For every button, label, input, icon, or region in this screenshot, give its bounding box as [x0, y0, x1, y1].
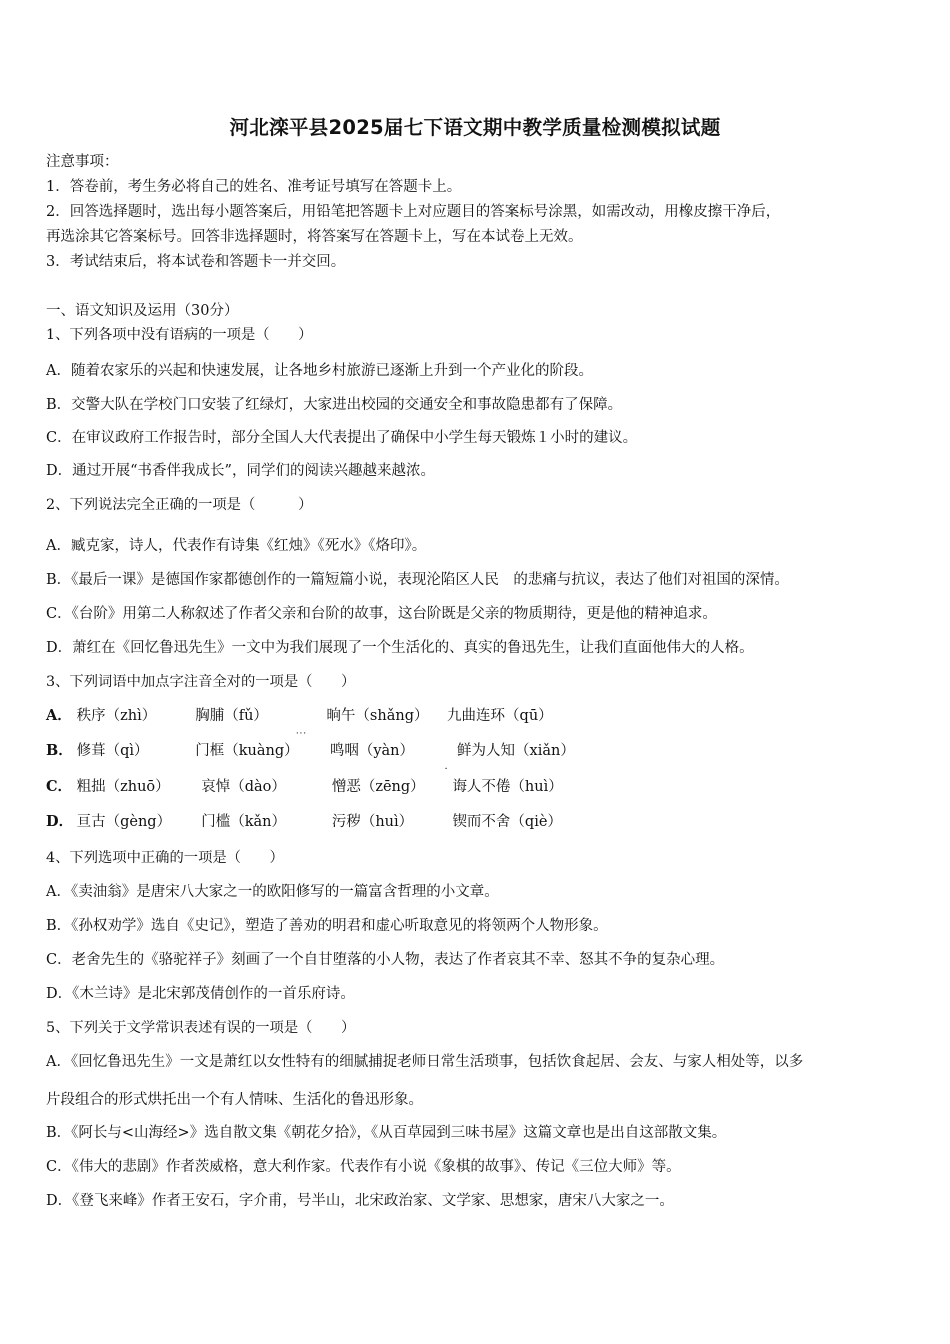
row-label: A． — [46, 707, 72, 724]
question-option: A．臧克家，诗人，代表作有诗集《红烛》《死水》《烙印》。 — [46, 538, 427, 554]
pinyin-word: 锲而不舍（qiè） — [452, 814, 562, 830]
question-stem: 1、下列各项中没有语病的一项是（ ） — [46, 327, 313, 343]
pinyin-word: 鲜为人知（xiǎn） — [457, 743, 575, 759]
question-option: B．交警大队在学校门口安装了红绿灯，大家进出校园的交通安全和事故隐患都有了保障。 — [46, 397, 623, 413]
notice-item: 再选涂其它答案标号。回答非选择题时，将答案写在答题卡上，写在本试卷上无效。 — [46, 229, 583, 245]
pinyin-word: 诲人不倦（huì） — [452, 779, 563, 795]
pinyin-word: 门槛（kǎn） — [201, 814, 286, 830]
row-label: D． — [46, 813, 74, 830]
pinyin-word: 哀悼（dào） — [201, 779, 286, 795]
section-heading: 一、语文知识及运用（30分） — [46, 303, 239, 319]
pinyin-word: 九曲连环（qū） — [447, 708, 553, 724]
pinyin-word: 修葺（qì） — [76, 743, 149, 759]
pinyin-word: 亘古（gèng） — [76, 814, 172, 830]
pinyin-word: 污秽（huì） — [331, 814, 414, 830]
question-option: C．在审议政府工作报告时，部分全国人大代表提出了确保中小学生每天锻炼１小时的建议。 — [46, 430, 638, 446]
pinyin-word: 门框（kuàng） — [195, 743, 299, 759]
question-option: 片段组合的形式烘托出一个有人情味、生活化的鲁迅形象。 — [46, 1092, 423, 1108]
question-option: D．通过开展“书香伴我成长”，同学们的阅读兴趣越来越浓。 — [46, 463, 435, 479]
pinyin-row — [46, 742, 575, 760]
question-option: B．《阿长与<山海经>》选自散文集《朝花夕拾》，《从百草园到三味书屋》这篇文章也是出自这部散文集。 — [46, 1125, 727, 1141]
pinyin-word: 粗拙（zhuō） — [76, 779, 170, 795]
page-title: 河北滦平县2025届七下语文期中教学质量检测模拟试题 — [229, 116, 721, 139]
notice-heading: 注意事项： — [46, 154, 119, 170]
question-option: B．《最后一课》是德国作家都德创作的一篇短篇小说，表现沦陷区人民 的悲痛与抗议，表达了他们对祖国的深情。 — [46, 572, 789, 588]
question-option: D．萧红在《回忆鲁迅先生》一文中为我们展现了一个生活化的、真实的鲁迅先生，让我们直面他伟大的人格。 — [46, 640, 754, 656]
question-option: C．《台阶》用第二人称叙述了作者父亲和台阶的故事，这台阶既是父亲的物质期待，更是他的精神追求。 — [46, 606, 717, 622]
pinyin-row — [46, 813, 562, 831]
pinyin-word: 胸脯（fǔ） — [195, 708, 268, 724]
question-stem: 5、下列关于文学常识表述有误的一项是（ ） — [46, 1020, 356, 1036]
question-stem: 3、下列词语中加点字注音全对的一项是（ ） — [46, 674, 356, 690]
question-option: A．随着农家乐的兴起和快速发展，让各地乡村旅游已逐渐上升到一个产业化的阶段。 — [46, 363, 593, 379]
pinyin-row — [46, 778, 563, 796]
pinyin-row — [46, 707, 553, 725]
question-stem: 4、下列选项中正确的一项是（ ） — [46, 850, 284, 866]
question-option: C．《伟大的悲剧》作者茨威格，意大利作家。代表作有小说《象棋的故事》、传记《三位大师》等。 — [46, 1159, 681, 1175]
question-option: C．老舍先生的《骆驼祥子》刻画了一个自甘堕落的小人物，表达了作者哀其不幸、怒其不争的复杂心理。 — [46, 952, 725, 968]
pinyin-word: 秩序（zhì） — [76, 708, 157, 724]
pinyin-word: 晌午（shǎng） — [326, 708, 429, 724]
question-option: D．《木兰诗》是北宋郭茂倩创作的一首乐府诗。 — [46, 986, 355, 1002]
row-label: B． — [46, 742, 73, 759]
notice-item: 2．回答选择题时，选出每小题答案后，用铅笔把答题卡上对应题目的答案标号涂黑，如需改动，用橡皮擦干净后， — [46, 204, 781, 220]
pinyin-word: 憎恶（zēng） — [331, 779, 425, 795]
row-label: C． — [46, 778, 73, 795]
notice-item: 3．考试结束后，将本试卷和答题卡一并交回。 — [46, 254, 346, 270]
question-option: D．《登飞来峰》作者王安石，字介甫，号半山，北宋政治家、文学家、思想家，唐宋八大家之一。 — [46, 1193, 674, 1209]
question-stem: 2、下列说法完全正确的一项是（ ） — [46, 497, 313, 513]
question-option: A．《回忆鲁迅先生》一文是萧红以女性特有的细腻捕捉老师日常生活琐事，包括饮食起居、会友、与家人相处等，以多 — [46, 1054, 804, 1070]
notice-item: 1．答卷前，考生务必将自己的姓名、准考证号填写在答题卡上。 — [46, 179, 462, 195]
question-option: A．《卖油翁》是唐宋八大家之一的欧阳修写的一篇富含哲理的小文章。 — [46, 884, 499, 900]
pinyin-word: 鸣咽（yàn） — [329, 743, 415, 759]
question-option: B．《孙权劝学》选自《史记》，塑造了善劝的明君和虚心听取意见的将领两个人物形象。 — [46, 918, 608, 934]
